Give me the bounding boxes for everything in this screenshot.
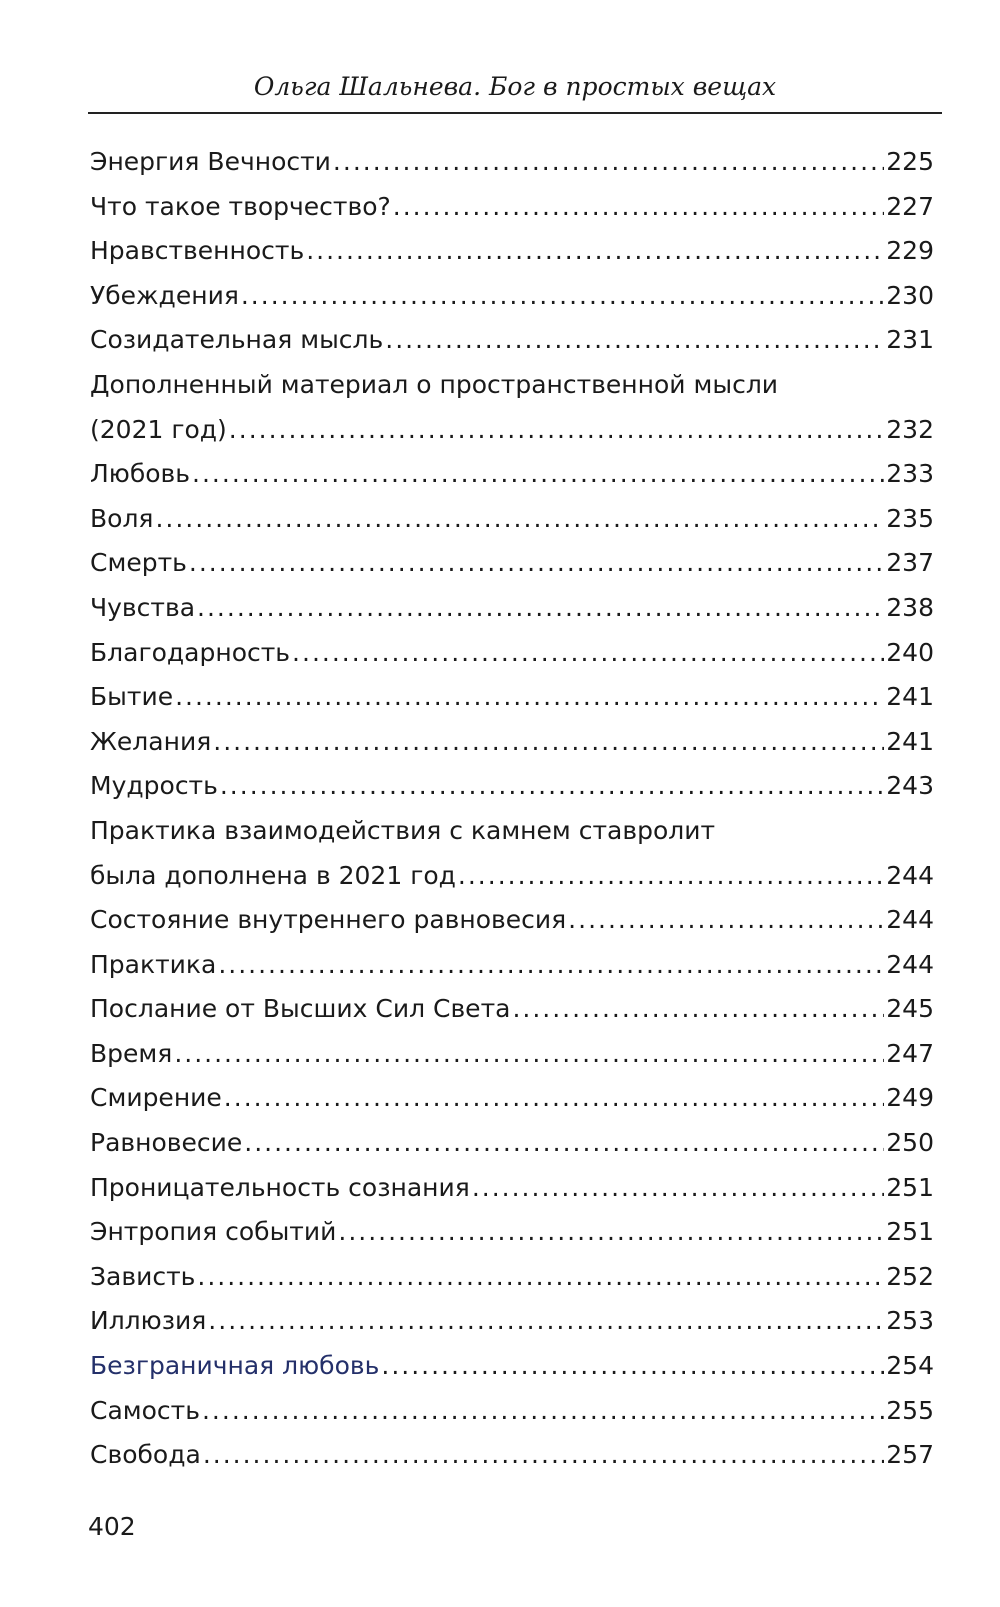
toc-title: Безграничная любовь — [90, 1351, 380, 1381]
toc-leader — [155, 497, 884, 542]
toc-leader — [333, 140, 884, 185]
toc-page-number: 235 — [886, 503, 934, 533]
toc-title-line1: Дополненный материал о пространственной мысли — [90, 369, 779, 399]
toc-entry — [90, 898, 934, 943]
toc-title: Созидательная мысль — [90, 325, 384, 355]
toc-page-number: 247 — [886, 1038, 934, 1068]
toc-leader — [381, 1344, 884, 1389]
toc-leader — [229, 408, 884, 453]
toc-leader — [244, 1121, 884, 1166]
toc-entry — [90, 1344, 934, 1389]
toc-page-number: 251 — [886, 1172, 934, 1202]
toc-title: Самость — [90, 1395, 200, 1425]
toc-page-number: 250 — [886, 1128, 934, 1158]
toc-page-number: 241 — [886, 726, 934, 756]
toc-entry — [90, 586, 934, 631]
toc-title: Практика — [90, 949, 217, 979]
toc-entry — [90, 631, 934, 676]
toc-page-number: 233 — [886, 459, 934, 489]
toc-page-number: 238 — [886, 592, 934, 622]
toc-title: Убеждения — [90, 280, 239, 310]
toc-leader — [197, 586, 884, 631]
toc-title: Воля — [90, 503, 154, 533]
toc-title: Смирение — [90, 1083, 222, 1113]
toc-entry — [90, 675, 934, 720]
toc-entry — [90, 809, 934, 898]
toc-leader — [393, 185, 885, 230]
toc-page-number: 244 — [886, 949, 934, 979]
toc-entry — [90, 185, 934, 230]
toc-title: Смерть — [90, 548, 187, 578]
toc-title: Бытие — [90, 682, 174, 712]
toc-page-number: 230 — [886, 280, 934, 310]
toc-entry — [90, 720, 934, 765]
toc-leader — [306, 229, 884, 274]
toc-title: Время — [90, 1038, 173, 1068]
toc-entry — [90, 497, 934, 542]
toc-title-line1: Практика взаимодействия с камнем ставролит — [90, 815, 716, 845]
toc-leader — [220, 764, 884, 809]
toc-title: Благодарность — [90, 637, 291, 667]
toc-page-number: 232 — [886, 414, 934, 444]
toc-entry — [90, 140, 934, 185]
toc-title: Желания — [90, 726, 212, 756]
toc-leader — [203, 1433, 884, 1478]
toc-entry — [90, 274, 934, 319]
toc-entry — [90, 541, 934, 586]
toc-leader — [224, 1076, 884, 1121]
toc-title: Энергия Вечности — [90, 147, 331, 176]
page-number: 402 — [88, 1512, 136, 1541]
toc-entry — [90, 318, 934, 363]
toc-leader — [338, 1210, 884, 1255]
toc-leader — [512, 987, 884, 1032]
toc-entry — [90, 1210, 934, 1255]
toc-title-line2: (2021 год) — [90, 414, 227, 444]
toc-page-number: 244 — [886, 905, 934, 935]
toc-title: Послание от Высших Сил Света — [90, 994, 511, 1024]
toc-leader — [292, 631, 884, 676]
toc-page-number: 225 — [886, 147, 934, 176]
toc-page-number: 252 — [886, 1261, 934, 1291]
toc-page-number: 254 — [886, 1351, 934, 1381]
toc-title: Мудрость — [90, 771, 218, 801]
toc-page-number: 253 — [886, 1306, 934, 1336]
toc-page-number: 255 — [886, 1395, 934, 1425]
toc-leader — [568, 898, 884, 943]
toc-title: Чувства — [90, 592, 196, 622]
toc-title: Свобода — [90, 1440, 201, 1470]
toc-title: Равновесие — [90, 1128, 243, 1158]
toc-leader — [241, 274, 884, 319]
toc-title: Любовь — [90, 459, 191, 489]
toc-entry — [90, 1032, 934, 1077]
toc-entry — [90, 1166, 934, 1211]
toc-page-number: 240 — [886, 637, 934, 667]
toc-page-number: 243 — [886, 771, 934, 801]
toc-leader — [189, 541, 884, 586]
toc-leader — [218, 943, 884, 988]
toc-entry — [90, 943, 934, 988]
toc-leader — [197, 1255, 884, 1300]
toc-page-number: 229 — [886, 236, 934, 266]
toc-entry — [90, 1076, 934, 1121]
toc-title: Что такое творчество? — [90, 191, 391, 221]
toc-entry — [90, 452, 934, 497]
toc-leader — [458, 854, 884, 899]
toc-page-number: 227 — [886, 191, 934, 221]
toc-page-number: 245 — [886, 994, 934, 1024]
toc-leader — [213, 720, 884, 765]
toc-leader — [175, 675, 884, 720]
toc-entry — [90, 764, 934, 809]
toc-title: Нравственность — [90, 236, 305, 266]
toc-entry — [90, 1433, 934, 1478]
toc-leader — [174, 1032, 884, 1077]
toc-entry — [90, 229, 934, 274]
toc-leader — [385, 318, 884, 363]
toc-leader — [472, 1166, 884, 1211]
toc-entry — [90, 1389, 934, 1434]
toc-entry — [90, 987, 934, 1032]
toc-page-number: 249 — [886, 1083, 934, 1113]
toc-page-number: 251 — [886, 1217, 934, 1247]
toc-page-number: 257 — [886, 1440, 934, 1470]
toc-title-line2: была дополнена в 2021 год — [90, 860, 456, 890]
toc-entry — [90, 1255, 934, 1300]
toc-page-number: 241 — [886, 682, 934, 712]
toc-entry — [90, 363, 934, 452]
toc-page-number: 231 — [886, 325, 934, 355]
toc-page-number: 237 — [886, 548, 934, 578]
header-rule — [88, 112, 942, 114]
toc-leader — [202, 1389, 884, 1434]
toc-title: Состояние внутреннего равновесия — [90, 905, 567, 935]
toc-page-number: 244 — [886, 860, 934, 890]
toc-title: Проницательность сознания — [90, 1172, 470, 1202]
toc-leader — [192, 452, 884, 497]
toc-title: Зависть — [90, 1261, 196, 1291]
running-title: Ольга Шальнева. Бог в простых вещах — [253, 72, 777, 101]
toc-entry — [90, 1299, 934, 1344]
table-of-contents — [90, 140, 934, 1478]
toc-leader — [208, 1299, 884, 1344]
toc-title: Энтропия событий — [90, 1217, 337, 1247]
toc-title: Иллюзия — [90, 1306, 207, 1336]
toc-entry — [90, 1121, 934, 1166]
